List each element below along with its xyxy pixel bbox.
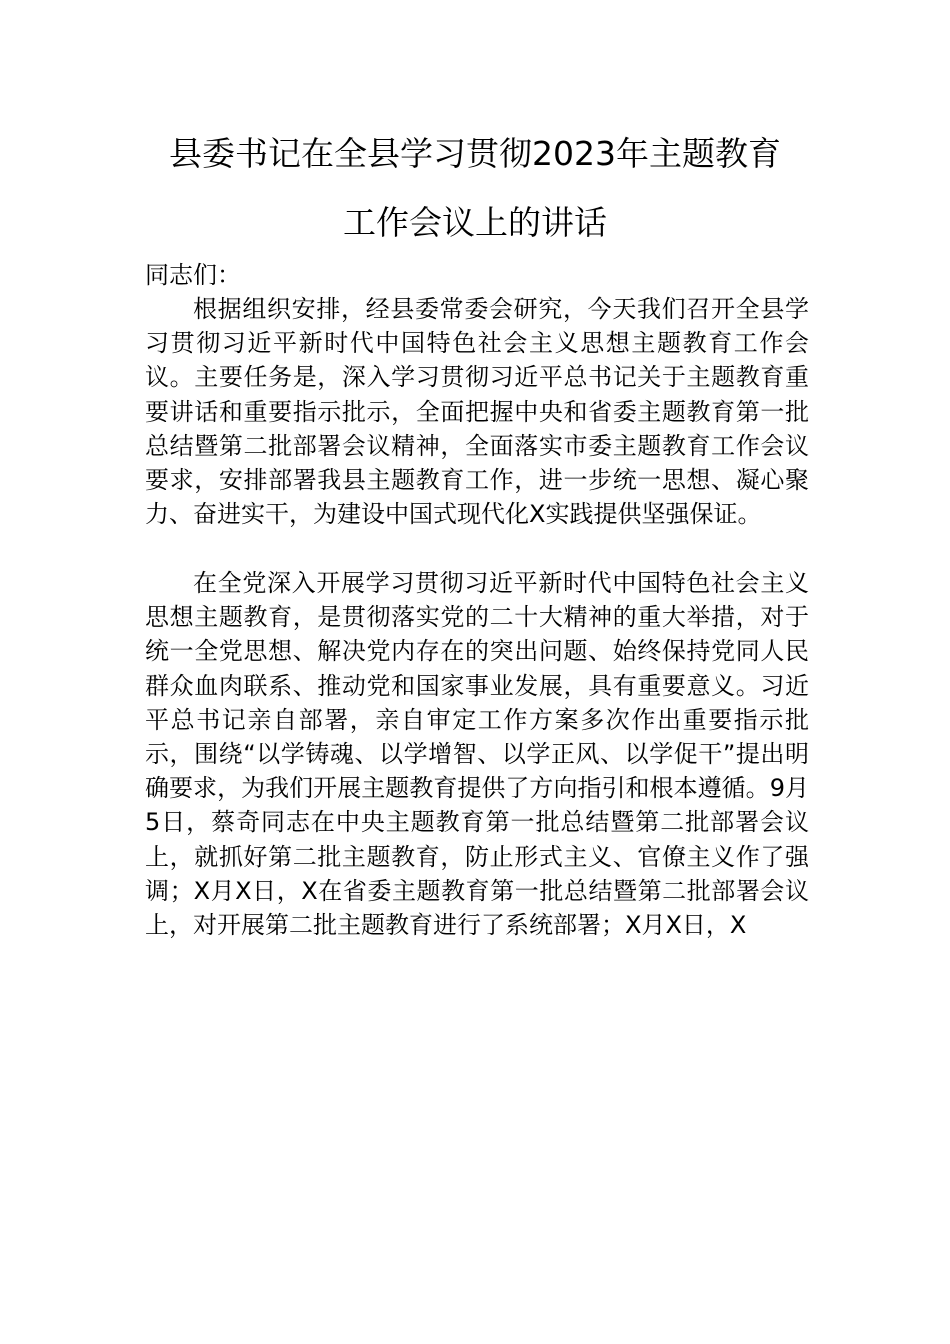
document-title-line-1: 县委书记在全县学习贯彻2023年主题教育	[169, 134, 781, 173]
body-paragraph-1: 根据组织安排，经县委常委会研究，今天我们召开全县学习贯彻习近平新时代中国特色社会主义思想主题教育工作会议。主要任务是，深入学习贯彻习近平总书记关于主题教育重要讲话和重要指示批示，全面把握中央和省委主题教育第一批总结暨第二批部署会议精神，全面落实市委主题教育工作会议要求，安排部署我县主题教育工作，进一步统一思想、凝心聚力、奋进实干，为建设中国式现代化X实践提供坚强保证。	[145, 295, 809, 529]
salutation: 同志们：	[145, 261, 241, 289]
body-paragraph-2: 在全党深入开展学习贯彻习近平新时代中国特色社会主义思想主题教育，是贯彻落实党的二十大精神的重大举措，对于统一全党思想、解决党内存在的突出问题、始终保持党同人民群众血肉联系、推动党和国家事业发展，具有重要意义。习近平总书记亲自部署，亲自审定工作方案多次作出重要指示批示，围绕“以学铸魂、以学增智、以学正风、以学促干”提出明确要求，为我们开展主题教育提供了方向指引和根本遵循。9月5日，蔡奇同志在中央主题教育第一批总结暨第二批部署会议上，就抓好第二批主题教育，防止形式主义、官僚主义作了强调；X月X日，X在省委主题教育第一批总结暨第二批部署会议上，对开展第二批主题教育进行了系统部署；X月X日，X	[145, 569, 809, 940]
document-title-line-2: 工作会议上的讲话	[343, 203, 607, 242]
